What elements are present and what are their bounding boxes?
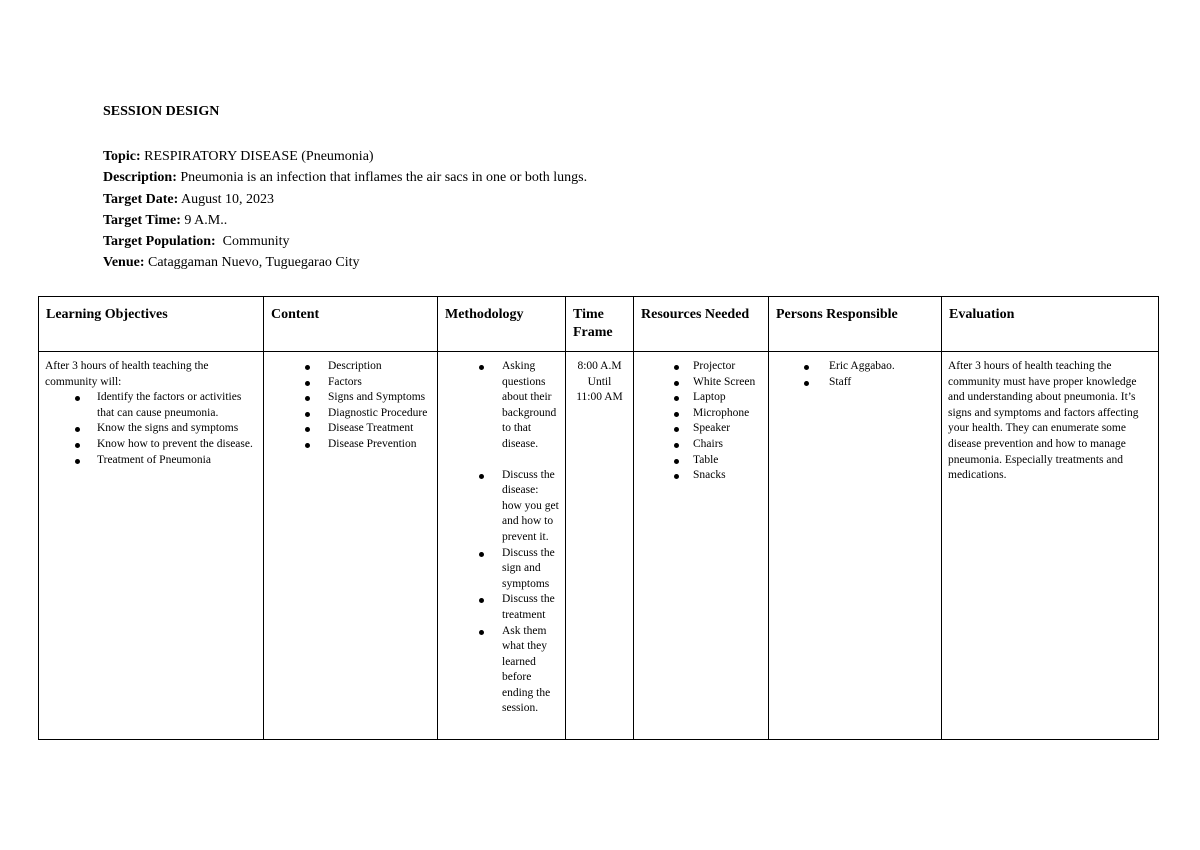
list-item: Know the signs and symptoms [45,421,257,437]
table-row [39,352,1159,740]
header-time-frame: Time Frame [566,297,634,352]
objectives-list [45,390,257,468]
header-resources-needed: Resources Needed [634,297,769,352]
venue-label: Venue: [103,255,145,271]
methodology-cell [438,352,566,740]
list-item: Diagnostic Procedure [302,406,431,422]
list-item: Discuss the treatment [476,592,559,623]
list-item: Staff [801,375,935,391]
list-item: Chairs [671,437,762,453]
description-label: Description: [103,170,177,186]
target-date-row [103,189,587,210]
header-evaluation: Evaluation [942,297,1159,352]
session-design-table [38,296,1159,740]
list-item: Asking questions about their background to that disease. [476,359,559,453]
persons-cell [769,352,942,740]
target-population-row [103,231,587,252]
list-item: Discuss the disease: how you get and how to prevent it. [476,468,559,546]
list-item: White Screen [671,375,762,391]
venue-value: Cataggaman Nuevo, Tuguegarao City [144,255,360,271]
evaluation-cell: After 3 hours of health teaching the community must have proper knowledge and understanding about pneumonia. It’s signs and symptoms and factors affecting your health. They can enumerate some disease prevention and how to manage pneumonia. Especially treatments and medications. [942,352,1159,740]
page-title: SESSION DESIGN [103,104,220,119]
list-item: Speaker [671,421,762,437]
time-until: Until [587,375,612,388]
header-learning-objectives: Learning Objectives [39,297,264,352]
list-item: Table [671,453,762,469]
list-item: Disease Treatment [302,421,431,437]
objectives-cell [39,352,264,740]
target-time-value: 9 A.M.. [180,212,228,228]
target-date-label: Target Date: [103,191,179,207]
description-row [103,167,587,188]
target-time-row [103,210,587,231]
methodology-list [444,359,559,717]
list-item: Know how to prevent the disease. [45,437,257,453]
topic-value: RESPIRATORY DISEASE (Pneumonia) [140,149,374,164]
list-item: Factors [302,375,431,391]
list-item: Ask them what they learned before ending the session. [476,624,559,718]
topic-label: Topic: [103,149,141,164]
list-item: Projector [671,359,762,375]
time-end: 11:00 AM [576,391,623,404]
content-cell [264,352,438,740]
target-time-label: Target Time: [103,212,181,228]
list-item: Signs and Symptoms [302,390,431,406]
header-content: Content [264,297,438,352]
table-header-row [39,297,1159,352]
persons-list [775,359,935,390]
list-item: Description [302,359,431,375]
list-item: Eric Aggabao. [801,359,935,375]
objectives-intro: After 3 hours of health teaching the community will: [45,360,209,388]
list-item: Microphone [671,406,762,422]
resources-list [640,359,762,484]
time-frame-cell [566,352,634,740]
header-persons-responsible: Persons Responsible [769,297,942,352]
list-item: Snacks [671,468,762,484]
resources-cell [634,352,769,740]
venue-row [103,252,587,273]
content-list [270,359,431,453]
list-item: Disease Prevention [302,437,431,453]
time-start: 8:00 A.M [577,360,622,372]
list-item: Treatment of Pneumonia [45,453,257,469]
target-population-label: Target Population: [103,234,216,250]
list-item: Identify the factors or activities that can cause pneumonia. [45,390,257,421]
description-value: Pneumonia is an infection that inflames the air sacs in one or both lungs. [176,170,588,186]
target-population-value: Community [215,234,290,250]
target-date-value: August 10, 2023 [178,191,274,207]
topic-row [103,146,587,167]
list-item: Discuss the sign and symptoms [476,546,559,593]
list-item: Laptop [671,390,762,406]
header-methodology: Methodology [438,297,566,352]
session-details [103,146,587,274]
